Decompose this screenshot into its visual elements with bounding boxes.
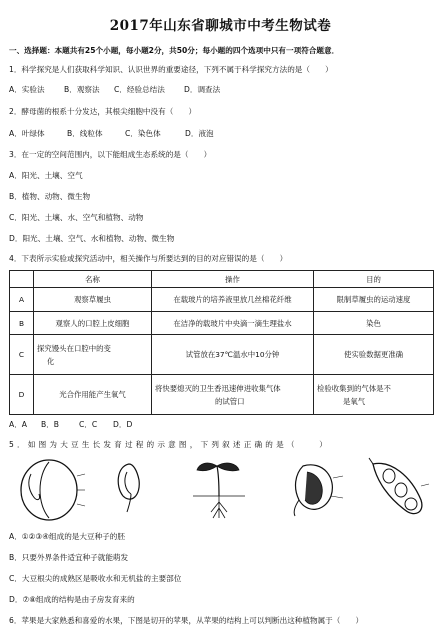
page-title: 2017年山东省聊城市中考生物试卷: [109, 18, 332, 34]
row-operation-line: 将快要熄灭的卫生香迅速伸进收集气体: [155, 383, 281, 393]
table-row: [10, 335, 434, 375]
question-5-stem: 5．如图为大豆生长发育过程的示意图，下列叙述正确的是（ ）: [9, 440, 331, 449]
soybean-flower-drawing: [289, 456, 345, 520]
option-c[interactable]: C．染色体: [125, 129, 161, 138]
option-a[interactable]: A．A: [9, 420, 27, 429]
row-operation: 试管放在37℃温水中10分钟: [152, 335, 314, 375]
question-6-stem: 6．苹果是大家熟悉和喜爱的水果，下图是切开的苹果，从苹果的结构上可以判断出这种植物属于（ ）: [9, 616, 364, 625]
table-row: [10, 312, 434, 335]
option-b[interactable]: B．只要外界条件适宜种子就能萌发: [9, 553, 129, 562]
row-goal: 使实验数据更准确: [314, 335, 434, 375]
option-c[interactable]: C．大豆根尖的成熟区是吸收水和无机盐的主要部位: [9, 574, 182, 583]
row-operation: 在载玻片的培养液里放几丝棉花纤维: [152, 288, 314, 312]
row-operation: 在洁净的载玻片中央滴一滴生理盐水: [152, 312, 314, 335]
option-a[interactable]: A．实验法: [9, 85, 45, 94]
row-goal: 限制草履虫的运动速度: [314, 288, 434, 312]
header-operation: 操作: [152, 271, 314, 288]
section-heading: 一、选择题：本题共有25个小题，每小题2分，共50分；每小题的四个选项中只有一项符合题意．: [9, 46, 340, 55]
option-b[interactable]: B．B: [41, 420, 60, 429]
option-c[interactable]: C．经验总结法: [114, 85, 165, 94]
row-operation-line: 的试管口: [215, 396, 245, 406]
question-1-stem: 1．科学探究是人们获取科学知识、认识世界的重要途径，下列不属于科学探究方法的是（ ）: [9, 65, 333, 74]
header-goal: 目的: [314, 271, 434, 288]
row-name: 观察草履虫: [34, 288, 152, 312]
row-name: 光合作用能产生氧气: [34, 375, 152, 415]
soybean-pod-drawing: [367, 456, 431, 524]
question-3-stem: 3．在一定的空间范围内，以下能组成生态系统的是（ ）: [9, 150, 212, 159]
question-4-stem: 4．下表所示实验或探究活动中，相关操作与所要达到的目的对应错误的是（ ）: [9, 254, 288, 263]
germinating-seed-drawing: [109, 456, 149, 516]
seedling-drawing: [189, 456, 249, 524]
option-b[interactable]: B．线粒体: [67, 129, 103, 138]
soybean-growth-figure: [9, 456, 433, 524]
row-goal-line: 是氧气: [343, 396, 366, 406]
option-b[interactable]: B．植物、动物、微生物: [9, 192, 91, 201]
option-a[interactable]: A．阳光、土壤、空气: [9, 171, 83, 180]
option-d[interactable]: D．调查法: [184, 85, 221, 94]
question-2-stem: 2．酵母菌的根系十分发达，其根尖细胞中没有（ ）: [9, 107, 197, 116]
row-name-line: 探究馒头在口腔中的变: [37, 343, 111, 353]
row-operation: [152, 375, 314, 415]
row-label: C: [10, 335, 34, 375]
soybean-seed-drawing: [15, 456, 87, 524]
table-header-row: [10, 271, 434, 288]
row-label: D: [10, 375, 34, 415]
option-d[interactable]: D．⑦⑧组成的结构是由子房发育来的: [9, 595, 135, 604]
header-label: [10, 271, 34, 288]
header-name: 名称: [34, 271, 152, 288]
row-label: A: [10, 288, 34, 312]
option-d[interactable]: D．液泡: [185, 129, 214, 138]
option-c[interactable]: C．C: [79, 420, 98, 429]
row-label: B: [10, 312, 34, 335]
row-name-line: 化: [47, 356, 55, 366]
row-name: 观察人的口腔上皮细胞: [34, 312, 152, 335]
row-goal: 染色: [314, 312, 434, 335]
row-name: [34, 335, 152, 375]
option-c[interactable]: C．阳光、土壤、水、空气和植物、动物: [9, 213, 144, 222]
table-row: [10, 288, 434, 312]
option-d[interactable]: D．阳光、土壤、空气、水和植物、动物、微生物: [9, 234, 175, 243]
option-a[interactable]: A．①②③④组成的是大豆种子的胚: [9, 532, 125, 541]
option-d[interactable]: D．D: [113, 420, 133, 429]
table-row: [10, 375, 434, 415]
row-goal: [314, 375, 434, 415]
option-b[interactable]: B．观察法: [64, 85, 100, 94]
option-a[interactable]: A．叶绿体: [9, 129, 45, 138]
experiment-table: [9, 270, 434, 415]
row-goal-line: 检验收集到的气体是不: [317, 383, 391, 393]
